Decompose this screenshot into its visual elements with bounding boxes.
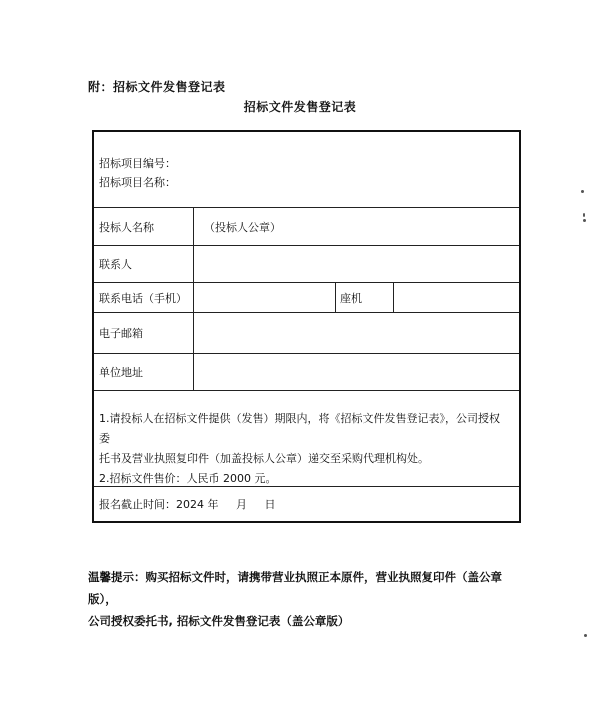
- scan-speck: [581, 190, 584, 193]
- reminder-tip: [88, 566, 528, 632]
- project-number-label: 招标项目编号：: [99, 157, 176, 170]
- address-label: 单位地址: [94, 354, 194, 390]
- email-row: [94, 313, 519, 354]
- contact-value: [194, 246, 519, 282]
- landline-value: [394, 283, 519, 312]
- form-title: 招标文件发售登记表: [243, 100, 357, 114]
- tip-line-1: 温馨提示：购买招标文件时，请携带营业执照正本原件，营业执照复印件（盖公章版），: [88, 570, 502, 606]
- note-line: 1.请投标人在招标文件提供（发售）期限内，将《招标文件发售登记表》，公司授权委: [99, 412, 500, 445]
- contact-row: [94, 246, 519, 283]
- registration-deadline: 报名截止时间：2024 年 月 日: [99, 498, 276, 511]
- scan-speck: [584, 634, 587, 637]
- phone-row: [94, 283, 519, 313]
- deadline-row: [94, 487, 519, 521]
- bidder-name-row: [94, 208, 519, 246]
- note-line: 2.招标文件售价：人民币 2000 元。: [99, 472, 277, 485]
- tip-line-2: 公司授权委托书, 招标文件发售登记表（盖公章版）: [88, 614, 350, 628]
- scan-speck: [583, 219, 586, 222]
- bidder-name-label: 投标人名称: [94, 208, 194, 245]
- notes-block: [99, 409, 509, 489]
- email-value: [194, 313, 519, 353]
- bidder-name-value: （投标人公章）: [204, 220, 281, 234]
- address-value: [194, 354, 519, 390]
- notes-row: [94, 391, 519, 487]
- contact-label: 联系人: [94, 246, 194, 282]
- email-label: 电子邮箱: [94, 313, 194, 353]
- project-info-block: [99, 154, 176, 192]
- scan-speck: [583, 213, 585, 217]
- landline-label: 座机: [336, 283, 394, 312]
- registration-form-table: [92, 130, 521, 523]
- phone-label: 联系电话（手机）: [94, 283, 194, 312]
- project-name-label: 招标项目名称：: [99, 176, 176, 189]
- project-info-row: [94, 132, 519, 208]
- attachment-heading: 附：招标文件发售登记表: [88, 80, 226, 94]
- note-line: 托书及营业执照复印件（加盖投标人公章）递交至采购代理机构处。: [99, 452, 429, 465]
- phone-value: [194, 283, 336, 312]
- address-row: [94, 354, 519, 391]
